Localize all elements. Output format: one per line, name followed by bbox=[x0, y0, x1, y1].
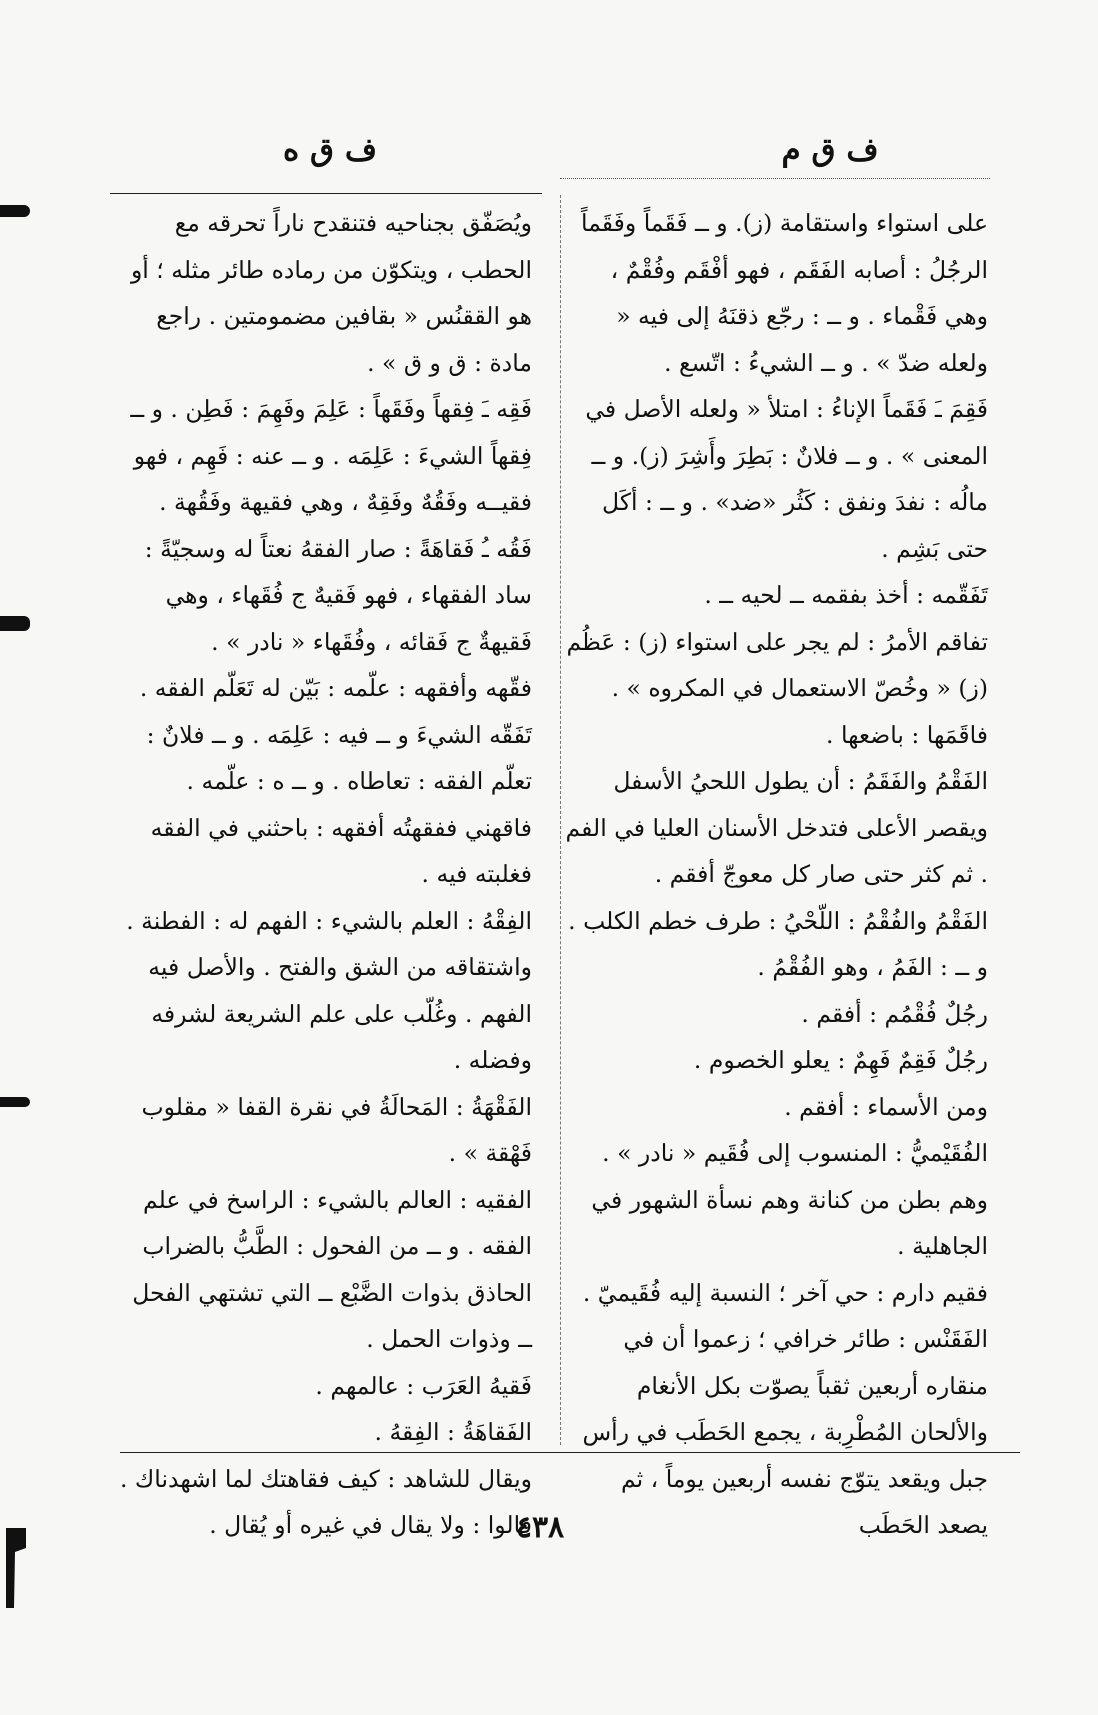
thumb-index-tab bbox=[0, 616, 30, 631]
entry: تفاقم الأمرُ : لم يجر على استواء (ز) : عَظُم (ز) « وخُصّ الاستعمال في المكروه » . bbox=[566, 627, 988, 702]
bottom-rule bbox=[120, 1452, 1020, 1453]
thumb-index-tab bbox=[0, 1097, 30, 1107]
entry: فاقهني ففقهتُه أفقهه : باحثني في الفقه فغلبته فيه . bbox=[150, 813, 532, 888]
column-divider bbox=[560, 195, 561, 1445]
left-column bbox=[112, 200, 532, 1549]
entry: الفَقاهَةُ : الفِقهُ . bbox=[374, 1418, 532, 1446]
entry: فقيم دارم : حي آخر ؛ النسبة إليه فُقَيميّ . bbox=[582, 1278, 988, 1307]
header-root-left: ف ق ه bbox=[282, 132, 377, 168]
entry: فَقِمَ ـَ فَقَماً الإناءُ : امتلأ « ولعله الأصل في المعنى » . و ــ فلانٌ : بَطِرَ وأَشِرَ (ز). و ــ مالُه : نفدَ ونفق : كَثُر «ضد» . و ــ : أكَل حتى بَشِم . bbox=[585, 395, 988, 563]
entry: فَقيهُ العَرَب : عالمهم . bbox=[315, 1371, 532, 1400]
edge-mark bbox=[6, 1528, 26, 1608]
entry: الفَقْهَةُ : المَحالَةُ في نقرة القفا « مقلوب فَهْقة » . bbox=[141, 1092, 532, 1167]
entry: فَقِه ـَ فِقهاً وفَقَهاً : عَلِمَ وفَهِمَ : فَطِن . و ــ فِقهاً الشيءَ : عَلِمَه . و ــ عنه : فَهِم ، فهو فقيــه وفَقُهٌ وفَقِهٌ ، وهي فقيهة وفَقُهة . bbox=[130, 395, 532, 516]
top-rule-left bbox=[110, 193, 542, 194]
entry: فقّهه وأفقهه : علّمه : بَيّن له تَعَلّم الفقه . bbox=[139, 674, 532, 702]
entry: الفقيه : العالم بالشيء : الراسخ في علم الفقه . و ــ من الفحول : الطَّبُّ بالضراب الحاذق بذوات الضَّبْع ــ التي تشتهي الفحل ــ وذوات الحمل . bbox=[132, 1185, 532, 1353]
entry: ويُصَفّق بجناحيه فتنقدح ناراً تحرقه مع الحطب ، ويتكوّن من رماده طائر مثله ؛ أو هو الققنُس « بقافين مضمومتين . راجع مادة : ق و ق » . bbox=[130, 209, 532, 377]
entry: الفُقَيْميُّ : المنسوب إلى فُقَيم « نادر » . وهم بطن من كنانة وهم نسأة الشهور في الجاهلية . bbox=[591, 1139, 988, 1260]
entry: الفِقْهُ : العلم بالشيء : الفهم له : الفطنة . واشتقاقه من الشق والفتح . والأصل فيه الفهم . وغُلّب على علم الشريعة لشرفه وفضله . bbox=[126, 906, 532, 1074]
entry: رجُلٌ فُقْمُم : أفقم . bbox=[801, 999, 988, 1028]
thumb-index-tab bbox=[0, 205, 30, 217]
entry: ويقال للشاهد : كيف فقاهتك لما اشهدناك . قالوا : ولا يقال في غيره أو يُقال . bbox=[119, 1464, 532, 1539]
right-column bbox=[565, 200, 988, 1549]
entry: على استواء واستقامة (ز). و ــ فَقَماً وفَقَماً الرجُلُ : أصابه الفَقَم ، فهو أفْقَم وفُقْمٌ ، وهي فَقْماء . و ــ : رجّع ذقنَهُ إلى فيه « ولعله ضدّ » . و ــ الشيءُ : اتّسع . bbox=[581, 209, 988, 377]
top-rule-right bbox=[560, 178, 990, 179]
entry: الفَقْمُ والفَقَمُ : أن يطول اللحيُ الأسفل ويقصر الأعلى فتدخل الأسنان العليا في الفم . ثم كثر حتى صار كل معوجّ أفقم . bbox=[565, 767, 988, 888]
page-number: ٤٣٨ bbox=[515, 1510, 565, 1545]
entry: فَقُه ـُ فَقاهَةً : صار الفقهُ نعتاً له وسجيّةً : ساد الفقهاء ، فهو فَقيهٌ ج فُقَهاء ، وهي فَقيهةٌ ج فَقائه ، وفُقَهاء « نادر » . bbox=[144, 534, 532, 656]
entry: ومن الأسماء : أفقم . bbox=[784, 1092, 988, 1121]
entry: تَفَقّه الشيءَ و ــ فيه : عَلِمَه . و ــ فلانٌ : تعلّم الفقه : تعاطاه . و ــ ه : علّمه . bbox=[146, 720, 532, 795]
entry: تَفَقّمه : أخذ بفقمه ــ لحيه ــ . bbox=[704, 581, 988, 609]
entry: فاقَمَها : باضعها . bbox=[826, 720, 988, 749]
header-root-right: ف ق م bbox=[781, 132, 879, 168]
entry: رجُلٌ فَقِمٌ فَهِمٌ : يعلو الخصوم . bbox=[693, 1046, 988, 1074]
entry: الفَقَنْس : طائر خرافي ؛ زعموا أن في منقاره أربعين ثقباً يصوّت بكل الأنغام والألحان المُطْرِبة ، يجمع الحَطَب في رأس جبل ويقعد يتوّج نفسه أربعين يوماً ، ثم يصعد الحَطَب bbox=[582, 1325, 988, 1539]
entry: الفَقْمُ والفُقْمُ : اللّحْيُ : طرف خطم الكلب . و ــ : الفَمُ ، وهو الفُقْمُ . bbox=[568, 906, 988, 981]
